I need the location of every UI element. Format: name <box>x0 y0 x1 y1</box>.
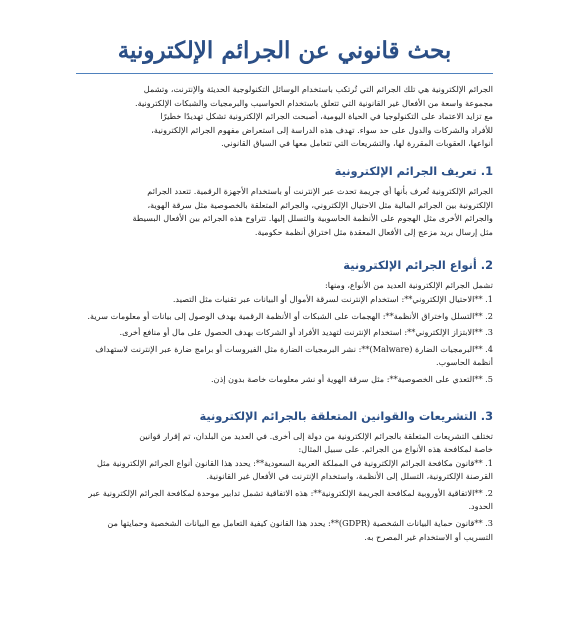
list-item: 2. **الاتفاقية الأوروبية لمكافحة الجريمة الإلكترونية**: هذه الاتفاقية تشمل تدابير موحدة لمكافحة الجرائم الإلكترونية عبر الحدود. <box>88 487 493 512</box>
section-legislation <box>76 408 493 545</box>
section-definition <box>76 163 493 239</box>
list-item: 3. **الابتزاز الإلكتروني**: استخدام الإنترنت لتهديد الأفراد أو الشركات بهدف الحصول على مال أو منافع أخرى. <box>119 327 493 338</box>
section-line: تختلف التشريعات المتعلقة بالجرائم الإلكترونية من دولة إلى أخرى. في العديد من البلدان، تم إقرار قوانين <box>139 430 493 441</box>
types-list <box>76 293 493 387</box>
section-line: تشمل الجرائم الإلكترونية العديد من الأنواع، ومنها: <box>324 280 493 291</box>
section-line: خاصة لمكافحة هذه الأنواع من الجرائم. على سبيل المثال: <box>298 444 493 455</box>
laws-list <box>76 457 493 545</box>
list-item: 4. **البرمجيات الضارة (Malware)**: نشر البرمجيات الضارة مثل الفيروسات أو برامج ضارة عبر الإنترنت لاستهداف أنظمة الحاسوب. <box>95 343 493 368</box>
intro-line: مع تزايد الاعتماد على التكنولوجيا في الحياة اليومية، أصبحت الجرائم الإلكترونية تشكل تهديدًا خطيرًا <box>160 111 493 122</box>
list-item: 5. **التعدي على الخصوصية**: مثل سرقة الهوية أو نشر معلومات خاصة بدون إذن. <box>210 373 493 384</box>
section-line: مثل إرسال بريد مزعج إلى الأفعال المعقدة مثل اختراق أنظمة حكومية. <box>254 226 493 237</box>
section-heading: 1. تعريف الجرائم الإلكترونية <box>334 163 493 178</box>
list-item: 2. **التسلل واختراق الأنظمة**: الهجمات على الشبكات أو الأنظمة الرقمية بهدف الوصول إلى بيانات أو معلومات سرية. <box>87 310 493 321</box>
section-heading: 3. التشريعات والقوانين المتعلقة بالجرائم الإلكترونية <box>199 408 493 423</box>
intro-line: أنواعها، العقوبات المقررة لها، والتشريعات التي تتعامل معها في السياق القانوني. <box>221 138 493 149</box>
list-item: 3. **قانون حماية البيانات الشخصية (GDPR)**: يحدد هذا القانون كيفية التعامل مع البيانات الشخصية وحمايتها من التسريب أو الاستخدام غير المصرح به. <box>107 518 493 542</box>
list-item: 1. **الاحتيال الإلكتروني**: استخدام الإنترنت لسرقة الأموال أو البيانات عبر تقنيات مثل التصيد. <box>172 293 493 304</box>
section-heading: 2. أنواع الجرائم الإلكترونية <box>343 258 493 273</box>
list-item: 1. **قانون مكافحة الجرائم الإلكترونية في المملكة العربية السعودية**: يحدد هذا القانون أنواع الجرائم الإلكترونية مثل القرصنة الإلكترونية، التسلل إلى الأنظمة، واستخدام الإنترنت في الأفعال غير القانونية. <box>96 457 493 482</box>
section-line: الجرائم الإلكترونية تُعرف بأنها أي جريمة تحدث عبر الإنترنت أو باستخدام الأجهزة الرقمية. تتعدد الجرائم <box>147 185 493 196</box>
section-types <box>76 257 493 386</box>
intro-line: الجرائم الإلكترونية هي تلك الجرائم التي تُرتكب باستخدام الوسائل التكنولوجية الحديثة والإنترنت، وتشمل <box>143 84 493 94</box>
page-title: بحث قانوني عن الجرائم الإلكترونية <box>117 37 452 64</box>
intro-line: للأفراد والشركات والدول على حد سواء. تهدف هذه الدراسة إلى استعراض مفهوم الجرائم الإلكترونية، <box>151 124 493 135</box>
intro-paragraph <box>76 83 493 151</box>
section-line: الإلكترونية بين الجرائم المالية مثل الاحتيال الإلكتروني، والجرائم المتعلقة بالخصوصية مثل سرقة الهوية، <box>147 199 493 210</box>
section-line: والجرائم الأخرى مثل الهجوم على الأنظمة الحاسوبية والتسلل إليها. تتراوح هذه الجرائم بين الأفعال البسيطة <box>132 213 493 224</box>
intro-line: مجموعة واسعة من الأفعال غير القانونية التي تتعلق باستخدام الحواسيب والبرمجيات والشبكات الإلكترونية. <box>135 97 493 108</box>
title-divider <box>76 73 493 74</box>
